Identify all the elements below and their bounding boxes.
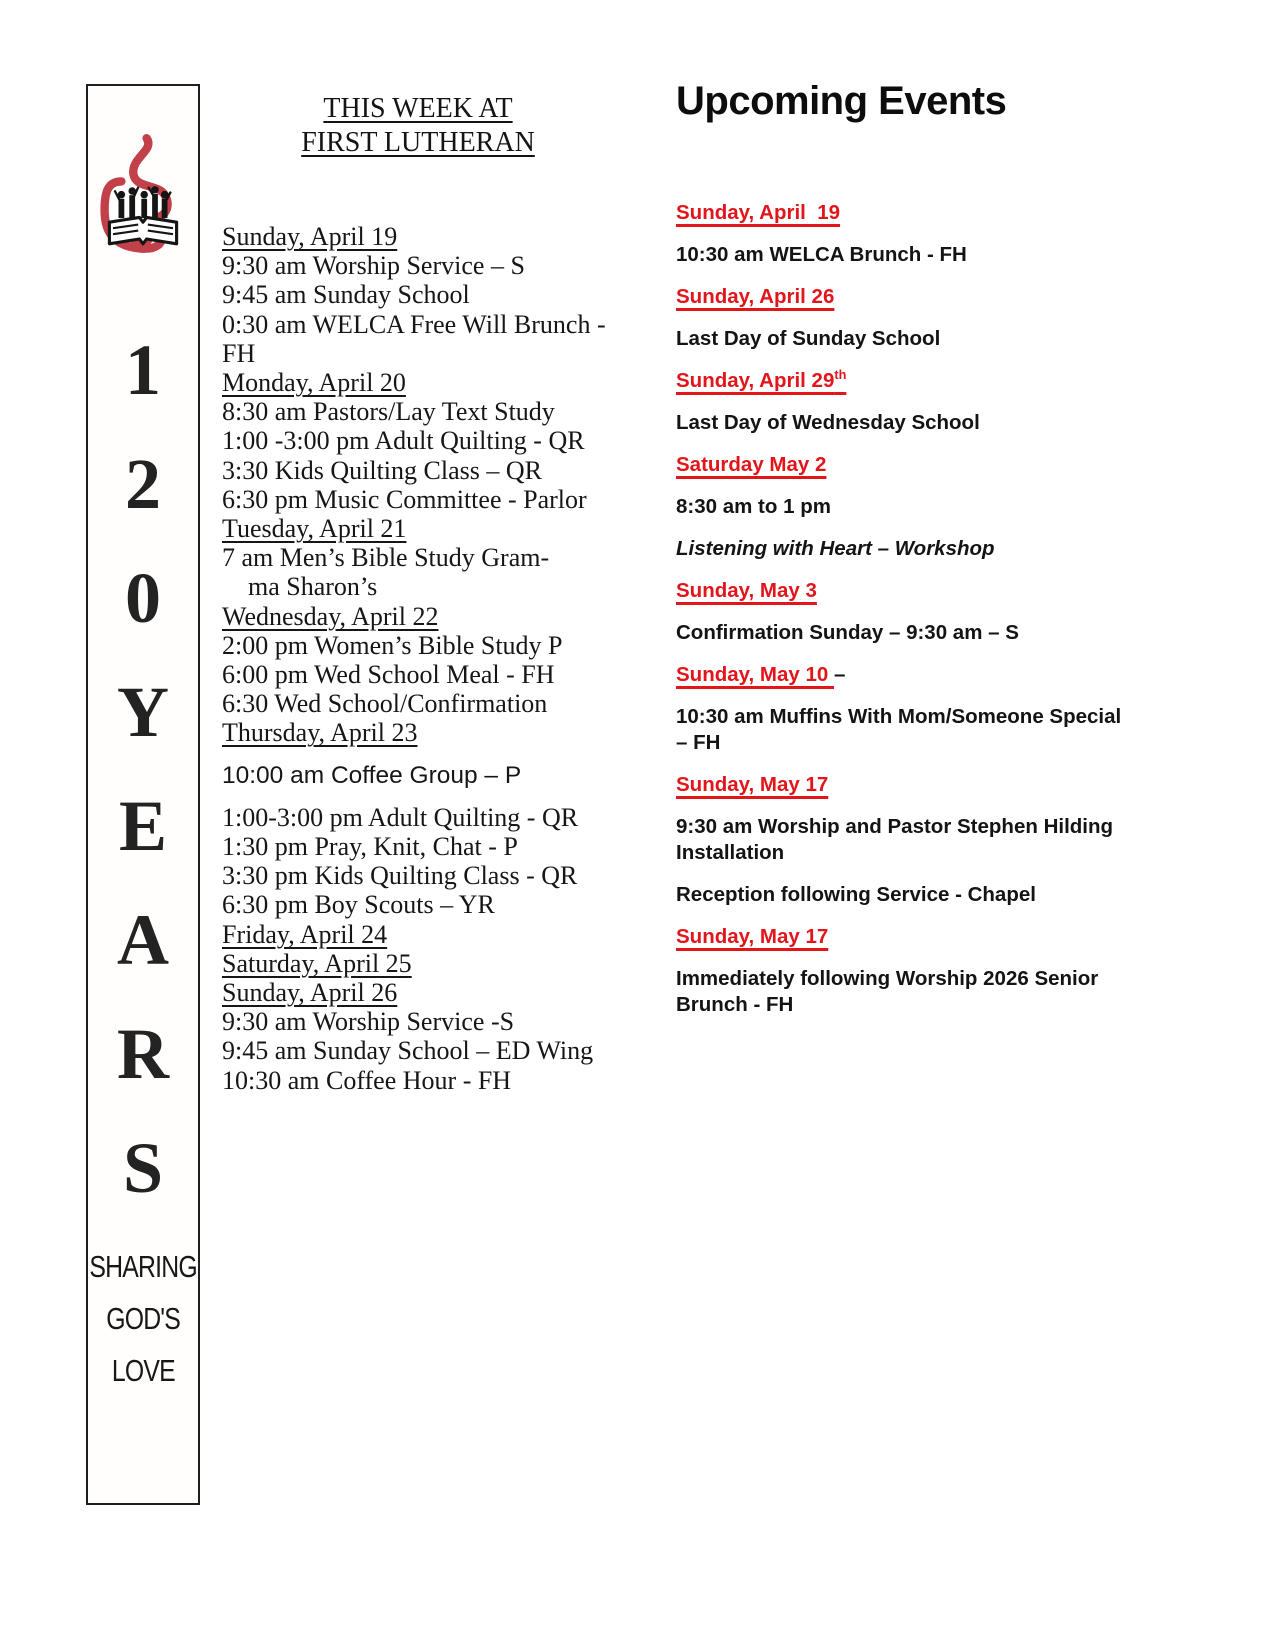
schedule-item: 3:30 pm Kids Quilting Class - QR bbox=[222, 861, 578, 891]
event-detail: 9:30 am Worship and Pastor Stephen Hilding Installation bbox=[676, 815, 1119, 864]
sharing-gods-love-tagline bbox=[76, 1248, 210, 1390]
schedule-date: Sunday, April 19 bbox=[222, 222, 398, 251]
upcoming-events-section bbox=[676, 78, 1138, 1034]
event-date-heading: Sunday, May 17 bbox=[676, 773, 829, 796]
schedule-item: 6:30 pm Boy Scouts – YR bbox=[222, 890, 495, 920]
event-date-heading: Sunday, April 19 bbox=[676, 201, 841, 224]
event-date-suffix: – bbox=[833, 663, 846, 686]
schedule-item: FH bbox=[222, 338, 256, 368]
schedule-item: 10:30 am Coffee Hour - FH bbox=[222, 1065, 512, 1095]
banner-letter: A bbox=[117, 900, 169, 980]
event-date-heading: Sunday, May 10 – bbox=[676, 663, 846, 686]
banner-letter: Y bbox=[117, 672, 169, 752]
flame-book-people-logo-icon bbox=[95, 110, 191, 308]
schedule-item: 1:00-3:00 pm Adult Quilting - QR bbox=[222, 802, 579, 832]
this-week-title-line1: THIS WEEK AT bbox=[323, 93, 513, 124]
open-book-icon bbox=[109, 217, 176, 243]
schedule-date: Thursday, April 23 bbox=[222, 718, 418, 748]
this-week-title bbox=[222, 92, 614, 160]
upcoming-events-title: Upcoming Events bbox=[676, 79, 1007, 123]
banner-letter: 0 bbox=[125, 558, 161, 638]
schedule-item: 0:30 am WELCA Free Will Brunch - bbox=[222, 309, 606, 339]
event-date-heading: Sunday, April 26 bbox=[676, 285, 835, 308]
schedule-item: 1:30 pm Pray, Knit, Chat - P bbox=[222, 832, 518, 862]
event-detail: 10:30 am Muffins With Mom/Someone Special – FH bbox=[676, 705, 1127, 754]
schedule-item: 2:00 pm Women’s Bible Study P bbox=[222, 630, 563, 660]
schedule-date: Friday, April 24 bbox=[222, 919, 388, 949]
schedule-item: ma Sharon’s bbox=[248, 572, 378, 602]
banner-letter: E bbox=[118, 786, 168, 866]
this-week-title-line2: FIRST LUTHERAN bbox=[301, 127, 535, 158]
event-detail: Reception following Service - Chapel bbox=[676, 883, 1036, 906]
event-detail: Last Day of Sunday School bbox=[676, 327, 941, 350]
schedule-item: 6:30 pm Music Committee - Parlor bbox=[222, 484, 587, 514]
banner-letter: R bbox=[117, 1014, 169, 1094]
schedule-item: 9:30 am Worship Service – S bbox=[222, 251, 525, 281]
schedule-date: Sunday, April 26 bbox=[222, 978, 398, 1008]
schedule-item: 6:30 Wed School/Confirmation bbox=[222, 689, 548, 719]
event-detail: 8:30 am to 1 pm bbox=[676, 495, 831, 518]
schedule-item: 9:45 am Sunday School bbox=[222, 280, 470, 310]
banner-letter: 1 bbox=[125, 330, 161, 410]
tagline-word: SHARING bbox=[89, 1249, 197, 1284]
upcoming-events-list bbox=[676, 200, 1138, 1018]
banner-letter: 2 bbox=[125, 444, 161, 524]
schedule-item: 10:00 am Coffee Group – P bbox=[222, 761, 522, 789]
tagline-word: GOD'S bbox=[106, 1301, 180, 1336]
banner-letter: S bbox=[122, 1128, 164, 1208]
event-detail: 10:30 am WELCA Brunch - FH bbox=[676, 243, 967, 266]
schedule-item: 3:30 Kids Quilting Class – QR bbox=[222, 455, 542, 485]
event-date-heading: Sunday, May 17 bbox=[676, 925, 829, 948]
schedule-item: 6:00 pm Wed School Meal - FH bbox=[222, 660, 555, 690]
event-detail: Listening with Heart – Workshop bbox=[676, 537, 995, 560]
tagline-word: LOVE bbox=[111, 1353, 175, 1388]
event-detail: Last Day of Wednesday School bbox=[676, 411, 980, 434]
event-detail: Confirmation Sunday – 9:30 am – S bbox=[676, 621, 1019, 644]
schedule-item: 1:00 -3:00 pm Adult Quilting - QR bbox=[222, 426, 585, 456]
schedule-date: Saturday, April 25 bbox=[222, 948, 412, 978]
schedule-item: 8:30 am Pastors/Lay Text Study bbox=[222, 397, 555, 427]
event-date-heading: Sunday, May 3 bbox=[676, 579, 817, 602]
schedule-item: 9:45 am Sunday School – ED Wing bbox=[222, 1036, 594, 1066]
event-date-heading: Saturday May 2 bbox=[676, 453, 827, 476]
schedule-item: 7 am Men’s Bible Study Gram- bbox=[222, 543, 550, 573]
schedule-date: Wednesday, April 22 bbox=[222, 601, 439, 631]
this-week-list bbox=[222, 222, 654, 1095]
schedule-date: Monday, April 20 bbox=[222, 368, 406, 398]
this-week-section bbox=[222, 92, 654, 1095]
schedule-date: Tuesday, April 21 bbox=[222, 514, 407, 544]
event-detail: Immediately following Worship 2026 Senior Brunch - FH bbox=[676, 967, 1104, 1016]
vertical-120-years-text bbox=[117, 330, 169, 1208]
event-date-heading: Sunday, April 29th bbox=[676, 367, 847, 392]
anniversary-banner bbox=[86, 84, 200, 1505]
schedule-item: 9:30 am Worship Service -S bbox=[222, 1007, 515, 1037]
